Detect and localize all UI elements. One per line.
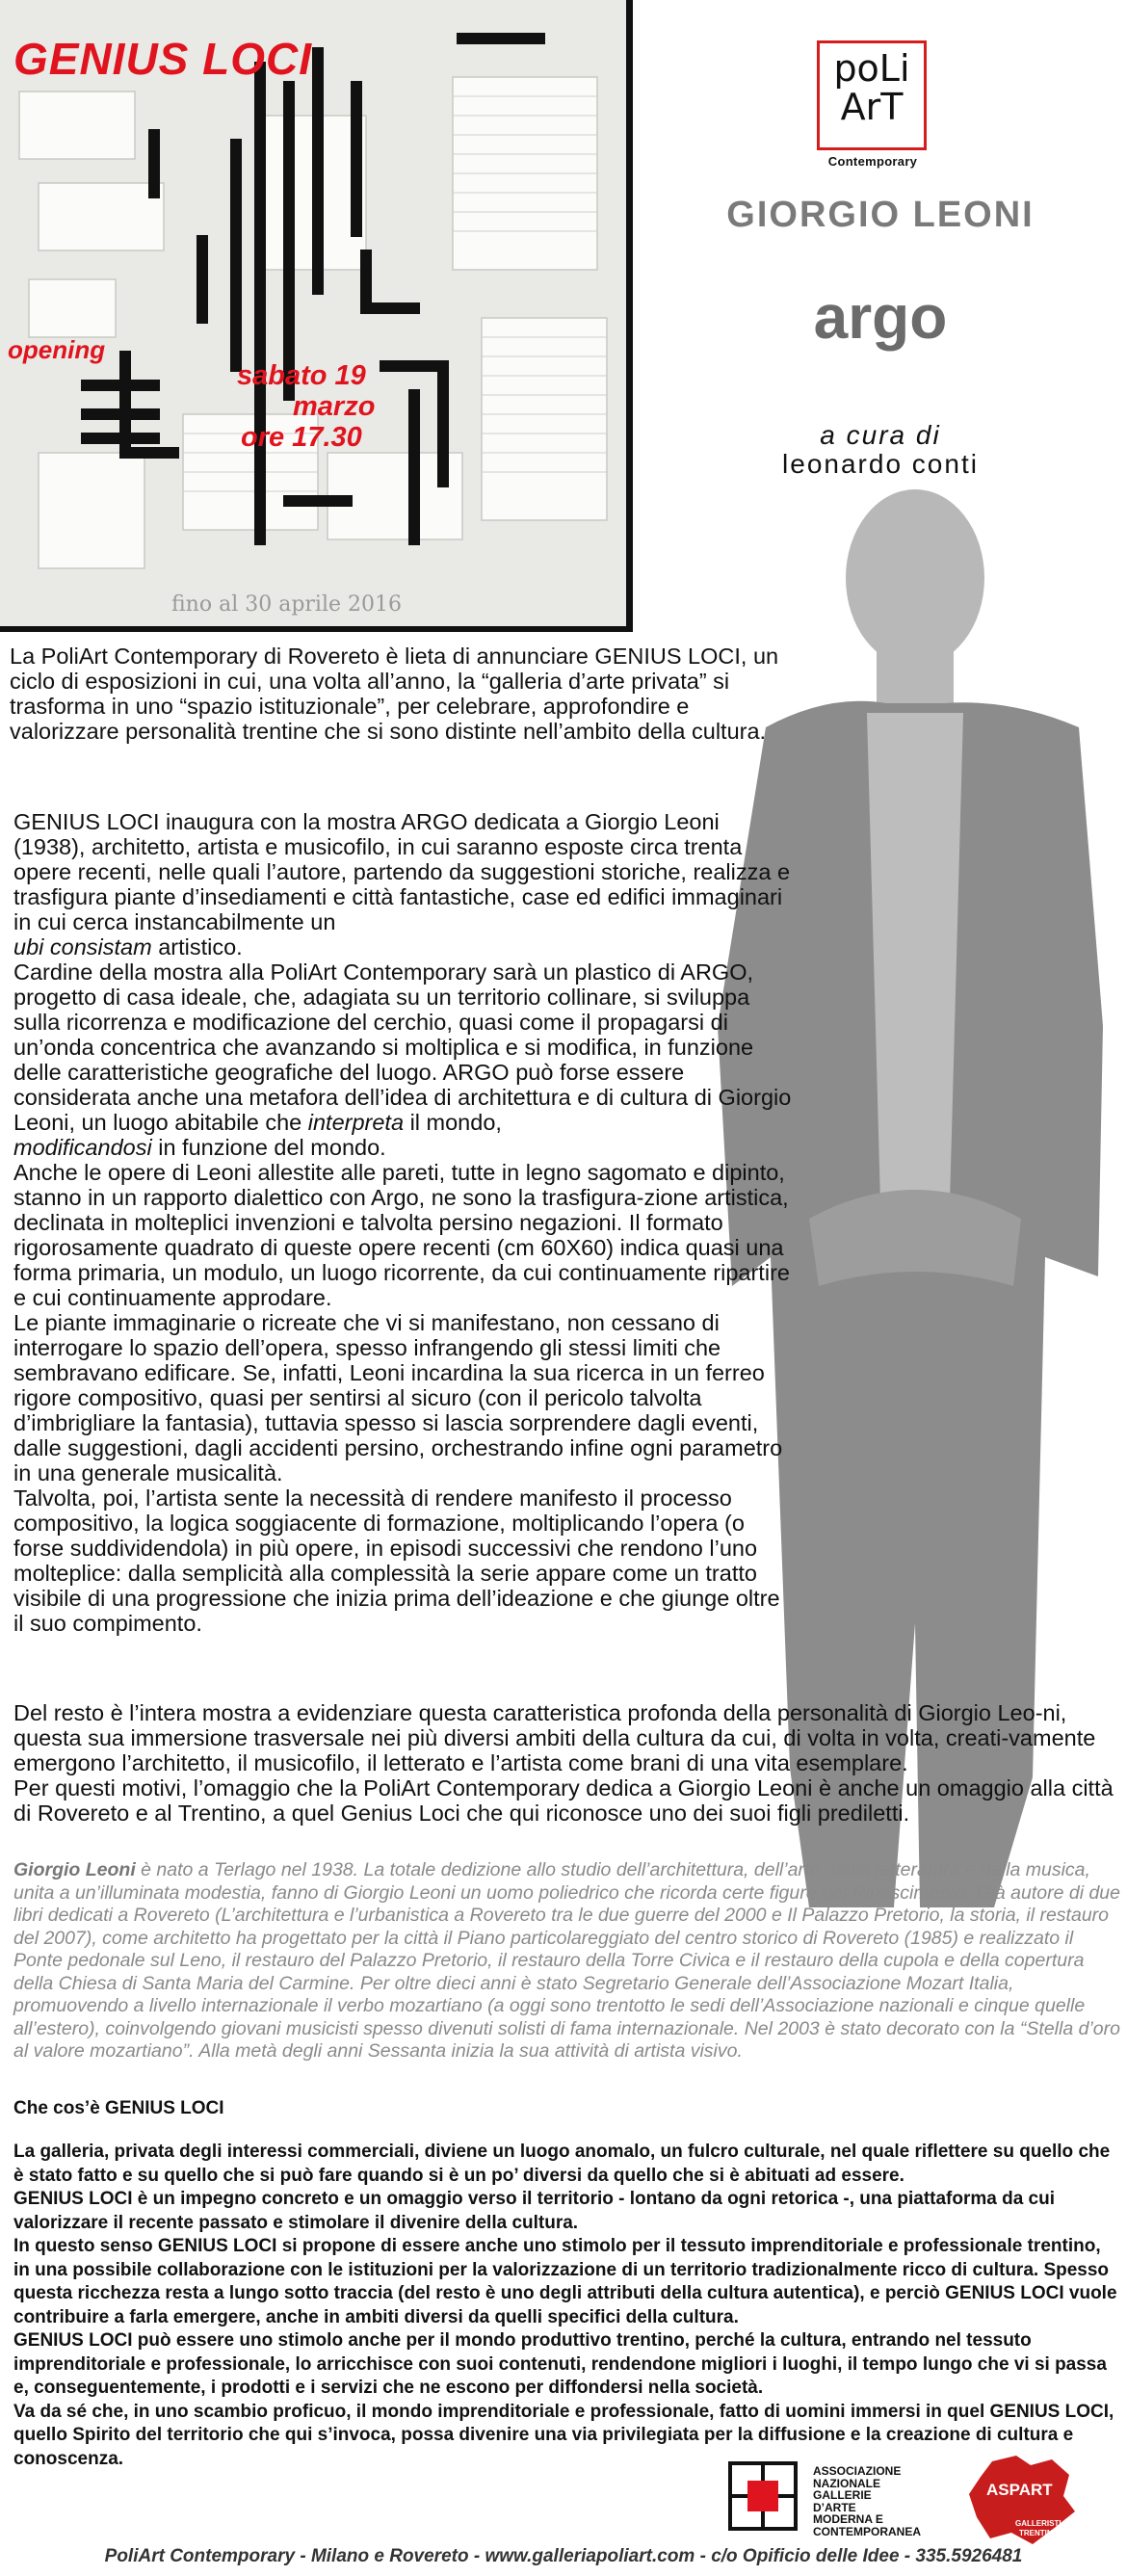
logo-subtitle: Contemporary (827, 154, 918, 169)
body-s2-mid: il mondo, (409, 1110, 502, 1135)
anga-line: MODERNA E (813, 2512, 883, 2526)
closing-s2: Per questi motivi, l’omaggio che la PoliArt Contemporary dedica a Giorgio Leoni è anche un omaggio alla città di Rovereto e al Trentino, a quel Genius Loci che qui riconosce uno dei suoi figli prediletti. (13, 1775, 1114, 1826)
opening-date-line2: marzo (293, 391, 376, 422)
logo-line1: poLi (833, 47, 910, 90)
what-p5: Va da sé che, in uno scambio proficuo, il mondo imprenditoriale e professionale, fatto di uomini immersi in quel GENIUS LOCI, quello Spirito del territorio che qui s’invoca, possa divenire una via privilegiata per la diffusione e la creazione di cultura e conoscenza. (13, 2401, 1114, 2469)
body-s2-end: in funzione del mondo. (158, 1135, 386, 1160)
genius-loci-description (13, 2141, 1121, 2471)
main-body (13, 809, 794, 1636)
section-heading: Che cos’è GENIUS LOCI (13, 2098, 224, 2118)
artwork-title: GENIUS LOCI (13, 34, 313, 84)
aspart-name: ASPART (986, 2481, 1053, 2499)
bio-text: è nato a Terlago nel 1938. La totale dedizione allo studio dell’architettura, dell’arte, della letteratura e della musica, unita a un’illuminata modestia, fanno di Giorgio Leoni un uomo poliedrico che ricorda certe figure del Rinascimento. Già autore di due libri dedicati a Rovereto (L’architettura e l’urbanistica a Rovereto tra le due guerre del 2000 e Il Palazzo Pretorio, la storia, il restauro del 2007), come architetto ha progettato per la città il Piano particolareggiato del centro storico di Rovereto (1985) e realizzato il Ponte pedonale sul Leno, il restauro del Palazzo Pretorio, il restauro della Torre Civica e il restauro della cupola e della copertura della Chiesa di Santa Maria del Carmine. Per oltre dieci anni è stato Segretario Generale dell’Associazione Mozart Italia, promuovendo a livello internazionale il verbo mozartiano (a oggi sono trentotto le sedi dell’Associazione nazionali e cinque quelle all’estero), coinvolgendo giovani musicisti spesso divenuti solisti di fama internazionale. Nel 2003 è stato decorato con la “Stella d’oro al valore mozartiano”. Alla metà degli anni Sessanta inizia la sua attività di artista visivo. (13, 1859, 1120, 2062)
body-s5: Talvolta, poi, l’artista sente la necessità di rendere manifesto il processo compositivo, la logica soggiacente di formazione, moltiplicando l’opera (o forse suddividendola) in più opere, in episodi successivi che rendono l’uno molteplice: dalla semplicità alla complessità la serie appare come un tratto visibile di una progressione che inizia prima dell’ideazione e che giunge oltre il suo compimento. (13, 1485, 780, 1636)
anga-line: GALLERIE (813, 2488, 872, 2502)
artwork-image (0, 0, 633, 632)
what-p3: In questo senso GENIUS LOCI si propone di essere anche uno stimolo per il tessuto imprenditoriale e professionale trentino, in una possibile collaborazione con le istituzioni per la valorizzazione di un territorio tradizionalmente ricco di cultura. Spesso questa ricchezza resta a lungo sotto traccia (del resto è uno degli attributi della cultura autentica), e perciò GENIUS LOCI vuole contribuire a farla emergere, anche in ambiti diversi da quelli specifici della cultura. (13, 2236, 1117, 2327)
what-p2: GENIUS LOCI è un impegno concreto e un omaggio verso il territorio - lontano da ogni retorica -, una piattaforma da cui valorizzare il recente passato e stimolare il divenire della cultura. (13, 2189, 1056, 2233)
closing-paragraph (13, 1700, 1119, 1826)
body-s1-end: artistico. (158, 934, 243, 959)
closing-date: fino al 30 aprile 2016 (171, 592, 403, 617)
curator-label: a cura di (820, 420, 941, 450)
body-s1-em: ubi consistam (13, 934, 152, 959)
poliart-logo (817, 40, 927, 150)
opening-date-line1: sabato 19 (237, 360, 366, 391)
bio-name: Giorgio Leoni (13, 1859, 136, 1880)
body-s2-em1: interpreta (307, 1110, 405, 1135)
artist-name: GIORGIO LEONI (726, 195, 1035, 235)
anga-logo-mark (728, 2461, 798, 2531)
body-s4: Le piante immaginarie o ricreate che vi si manifestano, non cessano di interrogare lo spazio dell’opera, spesso infrangendo gli stessi limiti che sembravano edificare. Se, infatti, Leoni incardina la sua ricerca in un ferreo rigore compositivo, quasi per sentirsi al sicuro (con il pericolo talvolta d’imbrigliare la fantasia), tuttavia spesso si lascia sorprendere dagli eventi, dalle suggestioni, dagli accidenti persino, orchestrando infine ogni parametro in una generale musicalità. (13, 1310, 783, 1485)
body-s2: Cardine della mostra alla PoliArt Contemporary sarà un plastico di ARGO, progetto di casa ideale, che, adagiata su un territorio collinare, si sviluppa sulla ricorrenza e modificazione del cerchio, quasi come il propagarsi di un’onda concentrica che avanzando si moltiplica e si modifica, in funzione delle caratteristiche geografiche del luogo. ARGO può forse essere considerata anche una metafora dell’idea di architettura e di cultura di Giorgio Leoni, un luogo abitabile che (13, 959, 792, 1135)
anga-line: D’ARTE (813, 2500, 856, 2514)
what-p1: La galleria, privata degli interessi commerciali, diviene un luogo anomalo, un fulcro culturale, nel quale riflettere su quello che è stato fatto e su quello che si può fare quando si è un po’ diversi da quello che si è abituati ad essere. (13, 2142, 1111, 2186)
aspart-sub2: TRENTINI (1019, 2529, 1055, 2537)
body-s3: Anche le opere di Leoni allestite alle pareti, tutte in legno sagomato e dipinto, stanno in un rapporto dialettico con Argo, ne sono la trasfigura-zione artistica, declinata in molteplici invenzioni e talvolta persino negazioni. Il formato rigorosamente quadrato di queste opere recenti (cm 60X60) indica quasi una forma primaria, un modulo, un luogo ricorrente, da cui continuamente ripartire e cui continuamente approdare. (13, 1160, 790, 1310)
closing-s1: Del resto è l’intera mostra a evidenziare questa caratteristica profonda della personalità di Giorgio Leo-ni, questa sua immersione trasversale nei più diversi ambiti della cultura da cui, di volta in volta, creati-vamente emergono l’architetto, il musicofilo, il letterato e l’artista come brani di una vita esemplare. (13, 1700, 1096, 1775)
artist-bio (13, 1859, 1121, 2063)
curator-name: leonardo conti (782, 449, 979, 479)
anga-logo-text (813, 2464, 922, 2538)
aspart-logo (963, 2452, 1081, 2548)
opening-time: ore 17.30 (241, 422, 362, 453)
footer-contact: PoliArt Contemporary - Milano e Rovereto - www.galleriapoliart.com - c/o Opificio delle Idee - 335.5926481 (104, 2546, 1023, 2566)
city-plan-relief (0, 0, 633, 632)
what-p4: GENIUS LOCI può essere uno stimolo anche per il mondo produttivo trentino, perché la cultura, entrando nel tessuto imprenditoriale e professionale, lo arricchisce con suoi contenuti, rendendone migliori i luoghi, il tempo lungo che vi si passa e, conseguentemente, i prodotti e i servizi che ne escono per diffondersi nella società. (13, 2330, 1107, 2398)
body-s1: GENIUS LOCI inaugura con la mostra ARGO dedicata a Giorgio Leoni (1938), architetto, artista e musicofilo, in cui saranno esposte circa trenta opere recenti, nelle quali l’autore, partendo da suggestioni storiche, realizza e trasfigura piante d’insediamenti e città fantastiche, case ed edifici immaginari in cui cerca instancabilmente un (13, 809, 791, 934)
anga-line: ASSOCIAZIONE (813, 2464, 902, 2478)
body-s2-em2: modificandosi (13, 1135, 152, 1160)
intro-paragraph: La PoliArt Contemporary di Rovereto è lieta di annunciare GENIUS LOCI, un ciclo di esposizioni in cui, una volta all’anno, la “galleria d’arte privata” si trasforma in uno “spazio istituzionale”, per celebrare, approfondire e valorizzare personalità trentine che si sono distinte nell’ambito della cultura. (10, 644, 779, 744)
aspart-sub1: GALLERISTI (1015, 2519, 1061, 2528)
show-title: argo (813, 282, 948, 352)
anga-line: CONTEMPORANEA (813, 2524, 922, 2538)
anga-line: NAZIONALE (813, 2476, 880, 2490)
opening-label: opening (8, 335, 106, 364)
logo-line2: ArT (840, 86, 904, 128)
